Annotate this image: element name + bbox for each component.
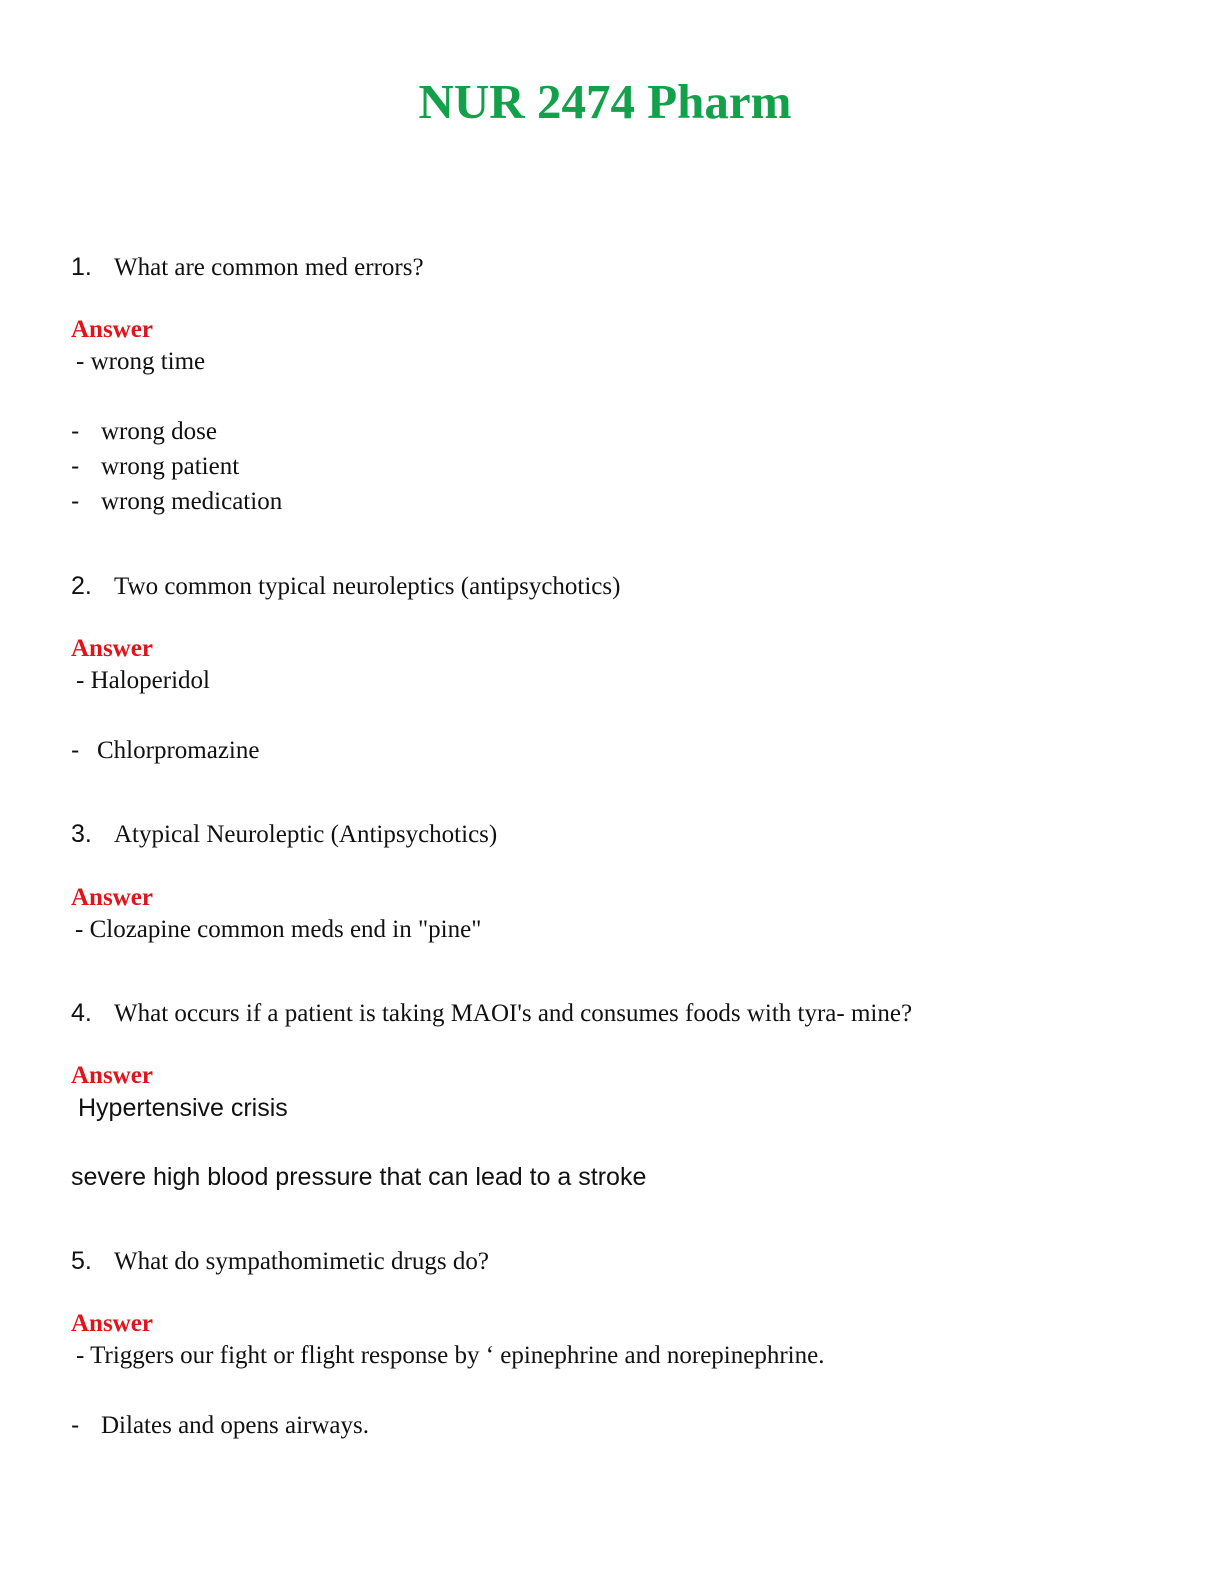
question-text: Atypical Neuroleptic (Antipsychotics) bbox=[114, 821, 498, 848]
answer-list-item: - Dilates and opens airways. bbox=[71, 1411, 369, 1439]
question-5 bbox=[71, 1246, 489, 1277]
answer-list-item: - wrong patient bbox=[71, 452, 240, 480]
answer-label: Answer bbox=[71, 1062, 153, 1089]
question-text: What do sympathomimetic drugs do? bbox=[114, 1248, 489, 1275]
answer-label: Answer bbox=[71, 1310, 153, 1337]
answer-list-item: - wrong dose bbox=[71, 417, 217, 445]
answer-line: severe high blood pressure that can lead to a stroke bbox=[71, 1163, 647, 1191]
answer-line: Hypertensive crisis bbox=[78, 1094, 288, 1122]
answer-list-item: - wrong medication bbox=[71, 487, 283, 515]
question-text: Two common typical neuroleptics (antipsychotics) bbox=[114, 573, 621, 600]
answer-label: Answer bbox=[71, 316, 153, 343]
answer-line: - Triggers our fight or flight response by ‘ epinephrine and norepinephrine. bbox=[76, 1342, 825, 1369]
question-number: 3. bbox=[71, 820, 92, 848]
answer-label: Answer bbox=[71, 884, 153, 911]
question-text: What are common med errors? bbox=[114, 254, 424, 281]
question-2 bbox=[71, 571, 620, 602]
question-number: 4. bbox=[71, 999, 92, 1027]
answer-line: - Haloperidol bbox=[76, 667, 210, 694]
question-1 bbox=[71, 252, 424, 283]
question-text: What occurs if a patient is taking MAOI's and consumes foods with tyra- mine? bbox=[114, 1000, 913, 1027]
question-number: 1. bbox=[71, 253, 92, 281]
answer-line: - Clozapine common meds end in "pine" bbox=[75, 916, 482, 943]
document-title: NUR 2474 Pharm bbox=[418, 74, 792, 129]
question-number: 2. bbox=[71, 572, 92, 600]
question-4 bbox=[71, 998, 912, 1029]
answer-label: Answer bbox=[71, 635, 153, 662]
answer-list-item: - Chlorpromazine bbox=[71, 736, 260, 764]
question-3 bbox=[71, 819, 497, 850]
question-number: 5. bbox=[71, 1247, 92, 1275]
answer-line: - wrong time bbox=[76, 348, 206, 375]
